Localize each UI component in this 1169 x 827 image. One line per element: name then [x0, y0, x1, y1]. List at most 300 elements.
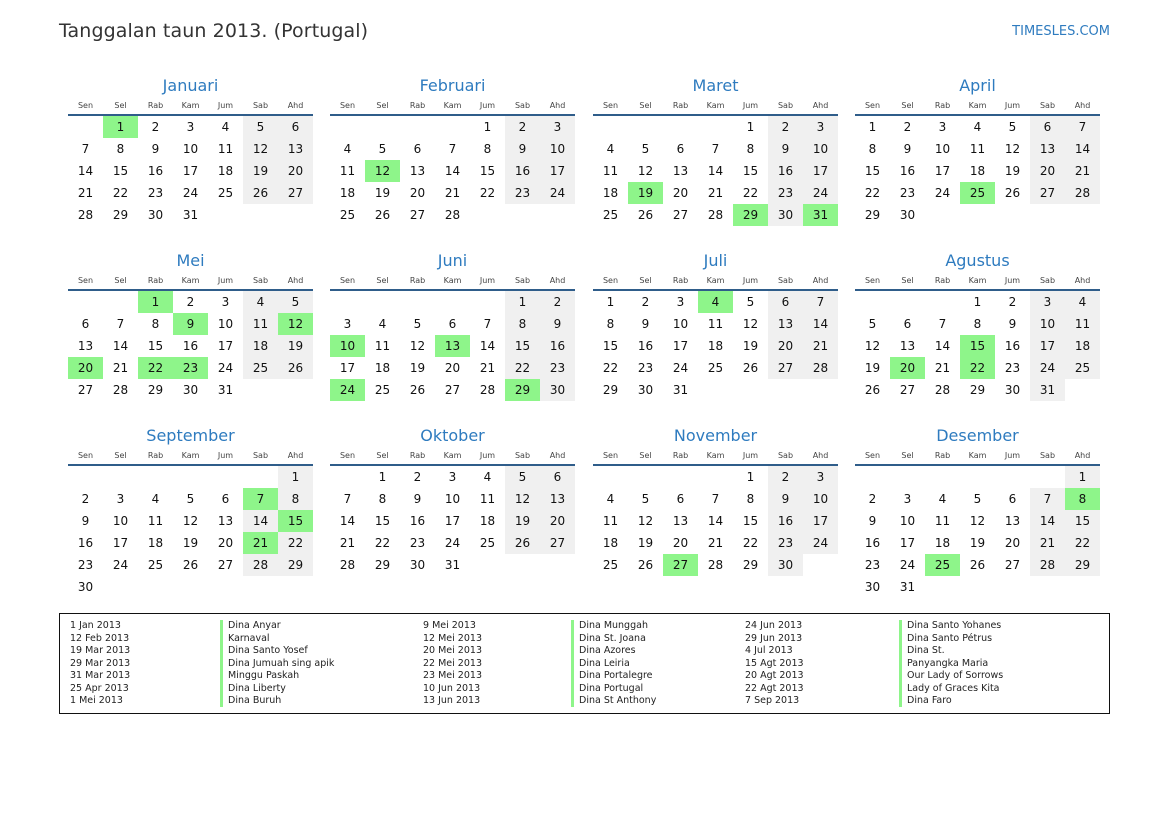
week-row — [593, 160, 838, 182]
day-cell: 30 — [182, 383, 199, 397]
weekend-cell: 5 — [243, 116, 278, 138]
empty-cell — [173, 576, 208, 598]
day-cell: 27 — [899, 383, 916, 397]
week-row — [330, 160, 575, 182]
holiday-cell: 23 — [173, 357, 208, 379]
week-row — [330, 488, 575, 510]
weekend-cell: 14 — [1065, 138, 1100, 160]
weekend-cell: 7 — [803, 291, 838, 313]
weekday-label: Jum — [1004, 101, 1021, 110]
day-cell: 10 — [672, 317, 689, 331]
weekend-cell: 1 — [505, 291, 540, 313]
legend-entry: Dina Buruh — [228, 695, 282, 706]
weekday-header — [330, 448, 575, 466]
legend-entry: Panyangka Maria — [907, 657, 989, 669]
weekday-label: Sab — [514, 276, 531, 285]
day-cell: 27 — [409, 208, 426, 222]
weekend-cell: 23 — [768, 182, 803, 204]
day-cell: 19 — [409, 361, 426, 375]
day-cell: 6 — [448, 317, 457, 331]
week-row — [68, 576, 313, 598]
day-cell: 5 — [1008, 120, 1017, 134]
weekday-label: Sel — [901, 451, 914, 460]
legend-names-3 — [907, 620, 1003, 708]
empty-cell — [960, 576, 995, 598]
week-row — [593, 554, 838, 576]
week-row — [68, 510, 313, 532]
day-cell: 2 — [81, 492, 90, 506]
day-cell: 14 — [444, 164, 461, 178]
legend-entry: Dina Faro — [907, 695, 952, 706]
day-cell: 6 — [221, 492, 230, 506]
weekend-cell: 11 — [243, 313, 278, 335]
day-cell: 22 — [374, 536, 391, 550]
day-cell: 13 — [217, 514, 234, 528]
empty-cell — [540, 554, 575, 576]
day-cell: 29 — [864, 208, 881, 222]
day-cell: 30 — [147, 208, 164, 222]
weekday-label: Sel — [639, 276, 652, 285]
weekend-cell: 23 — [505, 182, 540, 204]
week-row — [855, 160, 1100, 182]
day-cell: 14 — [339, 514, 356, 528]
legend-entry: Dina Munggah — [579, 620, 648, 631]
week-row — [68, 379, 313, 401]
day-cell: 29 — [112, 208, 129, 222]
week-row — [68, 554, 313, 576]
day-cell: 11 — [707, 317, 724, 331]
holiday-cell: 10 — [330, 335, 365, 357]
weekend-cell: 20 — [768, 335, 803, 357]
day-cell: 19 — [182, 536, 199, 550]
holiday-legend — [59, 613, 1110, 714]
month-name: September — [146, 426, 235, 445]
weekday-label: Ahd — [287, 101, 304, 110]
day-cell: 25 — [339, 208, 356, 222]
week-row — [593, 313, 838, 335]
weekday-label: Sen — [602, 101, 619, 110]
day-cell: 3 — [676, 295, 685, 309]
day-cell: 12 — [864, 339, 881, 353]
week-row — [855, 138, 1100, 160]
day-cell: 17 — [672, 339, 689, 353]
day-cell: 25 — [707, 361, 724, 375]
day-cell: 13 — [672, 164, 689, 178]
weekday-label: Sen — [77, 276, 94, 285]
weekday-label: Jum — [1004, 451, 1021, 460]
month-name: Juni — [437, 251, 468, 270]
weekend-cell: 16 — [505, 160, 540, 182]
week-row — [330, 466, 575, 488]
weekend-cell: 6 — [540, 466, 575, 488]
day-cell: 27 — [77, 383, 94, 397]
weekday-header — [593, 98, 838, 116]
weekday-label: Rab — [934, 451, 951, 460]
weekend-cell: 14 — [1030, 510, 1065, 532]
legend-entry: Dina Santo Yosef — [228, 645, 308, 656]
week-row — [330, 532, 575, 554]
day-cell: 24 — [934, 186, 951, 200]
weekday-label: Sab — [252, 276, 269, 285]
week-row — [593, 291, 838, 313]
day-cell: 24 — [672, 361, 689, 375]
day-cell: 1 — [868, 120, 877, 134]
week-row — [855, 510, 1100, 532]
empty-cell — [103, 291, 138, 313]
day-cell: 16 — [182, 339, 199, 353]
day-cell: 4 — [606, 142, 615, 156]
weekend-cell: 26 — [505, 532, 540, 554]
day-cell: 1 — [746, 470, 755, 484]
legend-entry: Dina Jumuah sing apik — [228, 657, 335, 669]
weekend-cell: 15 — [1065, 510, 1100, 532]
weekend-cell: 24 — [803, 532, 838, 554]
day-cell: 26 — [864, 383, 881, 397]
day-cell: 11 — [602, 514, 619, 528]
day-cell: 29 — [602, 383, 619, 397]
weekday-label: Kam — [181, 101, 200, 110]
weekend-cell: 23 — [540, 357, 575, 379]
week-row — [855, 204, 1100, 226]
legend-entry: 22 Agt 2013 — [745, 682, 804, 694]
day-cell: 8 — [151, 317, 160, 331]
empty-cell — [855, 291, 890, 313]
day-cell: 20 — [672, 186, 689, 200]
weekday-label: Jum — [217, 451, 234, 460]
day-cell: 2 — [868, 492, 877, 506]
week-row — [593, 357, 838, 379]
weekend-cell: 19 — [505, 510, 540, 532]
day-cell: 13 — [672, 514, 689, 528]
holiday-cell: 25 — [925, 554, 960, 576]
day-cell: 5 — [641, 492, 650, 506]
weekday-label: Kam — [181, 276, 200, 285]
week-row — [330, 182, 575, 204]
weekend-cell: 4 — [1065, 291, 1100, 313]
holiday-cell: 27 — [663, 554, 698, 576]
day-cell: 19 — [1004, 164, 1021, 178]
day-cell: 3 — [186, 120, 195, 134]
week-row — [68, 335, 313, 357]
week-row — [855, 335, 1100, 357]
month-agustus — [855, 249, 1100, 401]
legend-entry: 29 Jun 2013 — [745, 632, 803, 644]
week-row — [855, 313, 1100, 335]
day-cell: 26 — [637, 558, 654, 572]
weekend-cell: 27 — [768, 357, 803, 379]
week-row — [593, 466, 838, 488]
day-cell: 26 — [742, 361, 759, 375]
empty-cell — [138, 576, 173, 598]
weekend-cell: 20 — [1030, 160, 1065, 182]
empty-cell — [925, 204, 960, 226]
day-cell: 12 — [742, 317, 759, 331]
month-oktober — [330, 424, 575, 576]
weekend-cell: 25 — [243, 357, 278, 379]
legend-entry: Dina Leiria — [579, 657, 630, 669]
weekday-label: Rab — [672, 451, 689, 460]
empty-cell — [540, 204, 575, 226]
weekday-label: Rab — [934, 101, 951, 110]
empty-cell — [68, 466, 103, 488]
weekend-cell: 3 — [540, 116, 575, 138]
day-cell: 28 — [77, 208, 94, 222]
holiday-cell: 29 — [733, 204, 768, 226]
day-cell: 29 — [147, 383, 164, 397]
day-cell: 4 — [973, 120, 982, 134]
empty-cell — [925, 576, 960, 598]
weekend-cell: 11 — [1065, 313, 1100, 335]
day-cell: 18 — [969, 164, 986, 178]
day-cell: 11 — [217, 142, 234, 156]
weekend-cell: 28 — [803, 357, 838, 379]
day-cell: 18 — [479, 514, 496, 528]
day-cell: 27 — [444, 383, 461, 397]
weekend-cell: 13 — [1030, 138, 1065, 160]
day-cell: 4 — [378, 317, 387, 331]
day-cell: 9 — [868, 514, 877, 528]
weekday-label: Sen — [339, 276, 356, 285]
week-row — [855, 466, 1100, 488]
day-cell: 29 — [374, 558, 391, 572]
weekday-label: Ahd — [812, 101, 829, 110]
month-name: November — [673, 426, 758, 445]
day-cell: 28 — [707, 208, 724, 222]
weekday-label: Kam — [968, 451, 987, 460]
day-cell: 15 — [479, 164, 496, 178]
day-cell: 31 — [899, 580, 916, 594]
weekend-cell: 13 — [278, 138, 313, 160]
week-row — [593, 204, 838, 226]
week-row — [330, 313, 575, 335]
day-cell: 31 — [444, 558, 461, 572]
day-cell: 7 — [711, 142, 720, 156]
legend-entry: 7 Sep 2013 — [745, 695, 800, 706]
day-cell: 10 — [182, 142, 199, 156]
legend-entry: 29 Mar 2013 — [70, 657, 131, 669]
empty-cell — [365, 116, 400, 138]
week-row — [593, 116, 838, 138]
day-cell: 3 — [116, 492, 125, 506]
legend-names-1 — [228, 620, 334, 708]
day-cell: 22 — [602, 361, 619, 375]
empty-cell — [1065, 576, 1100, 598]
site-link[interactable]: TIMESLES.COM — [1012, 24, 1110, 39]
day-cell: 14 — [77, 164, 94, 178]
weekday-label: Rab — [147, 451, 164, 460]
month-september — [68, 424, 313, 598]
weekday-label: Kam — [706, 101, 725, 110]
week-row — [330, 357, 575, 379]
month-name: Februari — [419, 76, 486, 95]
empty-cell — [470, 291, 505, 313]
holiday-cell: 25 — [960, 182, 995, 204]
empty-cell — [278, 379, 313, 401]
day-cell: 25 — [147, 558, 164, 572]
legend-entry: Dina Santo Pétrus — [907, 632, 993, 644]
empty-cell — [435, 116, 470, 138]
week-row — [68, 160, 313, 182]
empty-cell — [243, 466, 278, 488]
weekday-label: Sel — [114, 451, 127, 460]
month-november — [593, 424, 838, 576]
weekday-label: Jum — [1004, 276, 1021, 285]
weekend-cell: 3 — [1030, 291, 1065, 313]
weekend-cell: 12 — [243, 138, 278, 160]
empty-cell — [400, 116, 435, 138]
weekday-label: Sel — [901, 101, 914, 110]
empty-cell — [243, 379, 278, 401]
empty-cell — [698, 116, 733, 138]
day-cell: 20 — [444, 361, 461, 375]
empty-cell — [470, 204, 505, 226]
day-cell: 3 — [221, 295, 230, 309]
day-cell: 10 — [899, 514, 916, 528]
day-cell: 7 — [711, 492, 720, 506]
week-row — [68, 204, 313, 226]
week-row — [330, 291, 575, 313]
weekday-header — [330, 98, 575, 116]
day-cell: 17 — [112, 536, 129, 550]
day-cell: 27 — [672, 208, 689, 222]
holiday-cell: 20 — [68, 357, 103, 379]
holiday-cell: 20 — [890, 357, 925, 379]
day-cell: 12 — [409, 339, 426, 353]
day-cell: 14 — [934, 339, 951, 353]
empty-cell — [663, 466, 698, 488]
day-cell: 2 — [1008, 295, 1017, 309]
weekend-cell: 17 — [540, 160, 575, 182]
day-cell: 5 — [378, 142, 387, 156]
week-row — [68, 313, 313, 335]
weekend-cell: 9 — [768, 138, 803, 160]
weekday-label: Sab — [1039, 451, 1056, 460]
weekend-cell: 21 — [1065, 160, 1100, 182]
legend-entry: 13 Jun 2013 — [423, 695, 481, 706]
holiday-cell: 4 — [698, 291, 733, 313]
weekend-cell: 23 — [768, 532, 803, 554]
weekday-label: Ahd — [1074, 276, 1091, 285]
week-row — [855, 291, 1100, 313]
legend-entry: Dina Portalegre — [579, 670, 653, 681]
day-cell: 8 — [868, 142, 877, 156]
day-cell: 1 — [606, 295, 615, 309]
day-cell: 15 — [147, 339, 164, 353]
empty-cell — [68, 291, 103, 313]
weekday-label: Rab — [934, 276, 951, 285]
week-row — [68, 357, 313, 379]
weekend-cell: 2 — [505, 116, 540, 138]
day-cell: 12 — [637, 164, 654, 178]
month-juni — [330, 249, 575, 401]
legend-dates-1 — [70, 620, 130, 708]
weekend-cell: 28 — [243, 554, 278, 576]
weekend-cell: 28 — [1030, 554, 1065, 576]
empty-cell — [103, 466, 138, 488]
weekday-header — [855, 273, 1100, 291]
weekday-label: Rab — [409, 451, 426, 460]
day-cell: 18 — [934, 536, 951, 550]
week-row — [855, 488, 1100, 510]
day-cell: 18 — [147, 536, 164, 550]
empty-cell — [1065, 204, 1100, 226]
day-cell: 16 — [77, 536, 94, 550]
day-cell: 8 — [378, 492, 387, 506]
day-cell: 23 — [637, 361, 654, 375]
day-cell: 23 — [409, 536, 426, 550]
weekend-cell: 21 — [1030, 532, 1065, 554]
day-cell: 18 — [339, 186, 356, 200]
legend-entry: 31 Mar 2013 — [70, 670, 131, 681]
day-cell: 6 — [903, 317, 912, 331]
weekday-header — [330, 273, 575, 291]
day-cell: 6 — [1008, 492, 1017, 506]
day-cell: 21 — [934, 361, 951, 375]
weekday-label: Kam — [443, 101, 462, 110]
month-name: Mei — [176, 251, 205, 270]
empty-cell — [960, 466, 995, 488]
day-cell: 20 — [409, 186, 426, 200]
weekend-cell: 13 — [768, 313, 803, 335]
weekday-label: Ahd — [812, 276, 829, 285]
day-cell: 22 — [479, 186, 496, 200]
week-row — [68, 291, 313, 313]
weekend-cell: 8 — [505, 313, 540, 335]
legend-entry: Dina St Anthony — [579, 695, 657, 706]
day-cell: 13 — [1004, 514, 1021, 528]
holiday-cell: 8 — [1065, 488, 1100, 510]
week-row — [593, 182, 838, 204]
weekday-label: Kam — [443, 276, 462, 285]
weekday-label: Sab — [777, 101, 794, 110]
day-cell: 12 — [182, 514, 199, 528]
legend-entry: 19 Mar 2013 — [70, 645, 131, 656]
weekday-label: Ahd — [287, 451, 304, 460]
legend-marker — [571, 620, 574, 707]
day-cell: 3 — [343, 317, 352, 331]
weekend-cell: 24 — [540, 182, 575, 204]
week-row — [593, 532, 838, 554]
day-cell: 9 — [641, 317, 650, 331]
month-name: Agustus — [945, 251, 1010, 270]
legend-entry: 25 Apr 2013 — [70, 682, 129, 694]
day-cell: 20 — [1004, 536, 1021, 550]
day-cell: 27 — [217, 558, 234, 572]
empty-cell — [890, 291, 925, 313]
day-cell: 28 — [339, 558, 356, 572]
day-cell: 10 — [444, 492, 461, 506]
day-cell: 14 — [479, 339, 496, 353]
legend-marker — [899, 620, 902, 707]
day-cell: 2 — [413, 470, 422, 484]
day-cell: 16 — [147, 164, 164, 178]
day-cell: 28 — [444, 208, 461, 222]
day-cell: 12 — [969, 514, 986, 528]
weekend-cell: 18 — [1065, 335, 1100, 357]
weekday-label: Rab — [147, 276, 164, 285]
weekday-header — [855, 98, 1100, 116]
week-row — [68, 116, 313, 138]
day-cell: 28 — [934, 383, 951, 397]
holiday-cell: 15 — [278, 510, 313, 532]
weekday-label: Sab — [252, 101, 269, 110]
day-cell: 12 — [1004, 142, 1021, 156]
day-cell: 21 — [112, 361, 129, 375]
day-cell: 9 — [81, 514, 90, 528]
legend-entry: 20 Agt 2013 — [745, 670, 804, 681]
empty-cell — [803, 379, 838, 401]
day-cell: 7 — [343, 492, 352, 506]
